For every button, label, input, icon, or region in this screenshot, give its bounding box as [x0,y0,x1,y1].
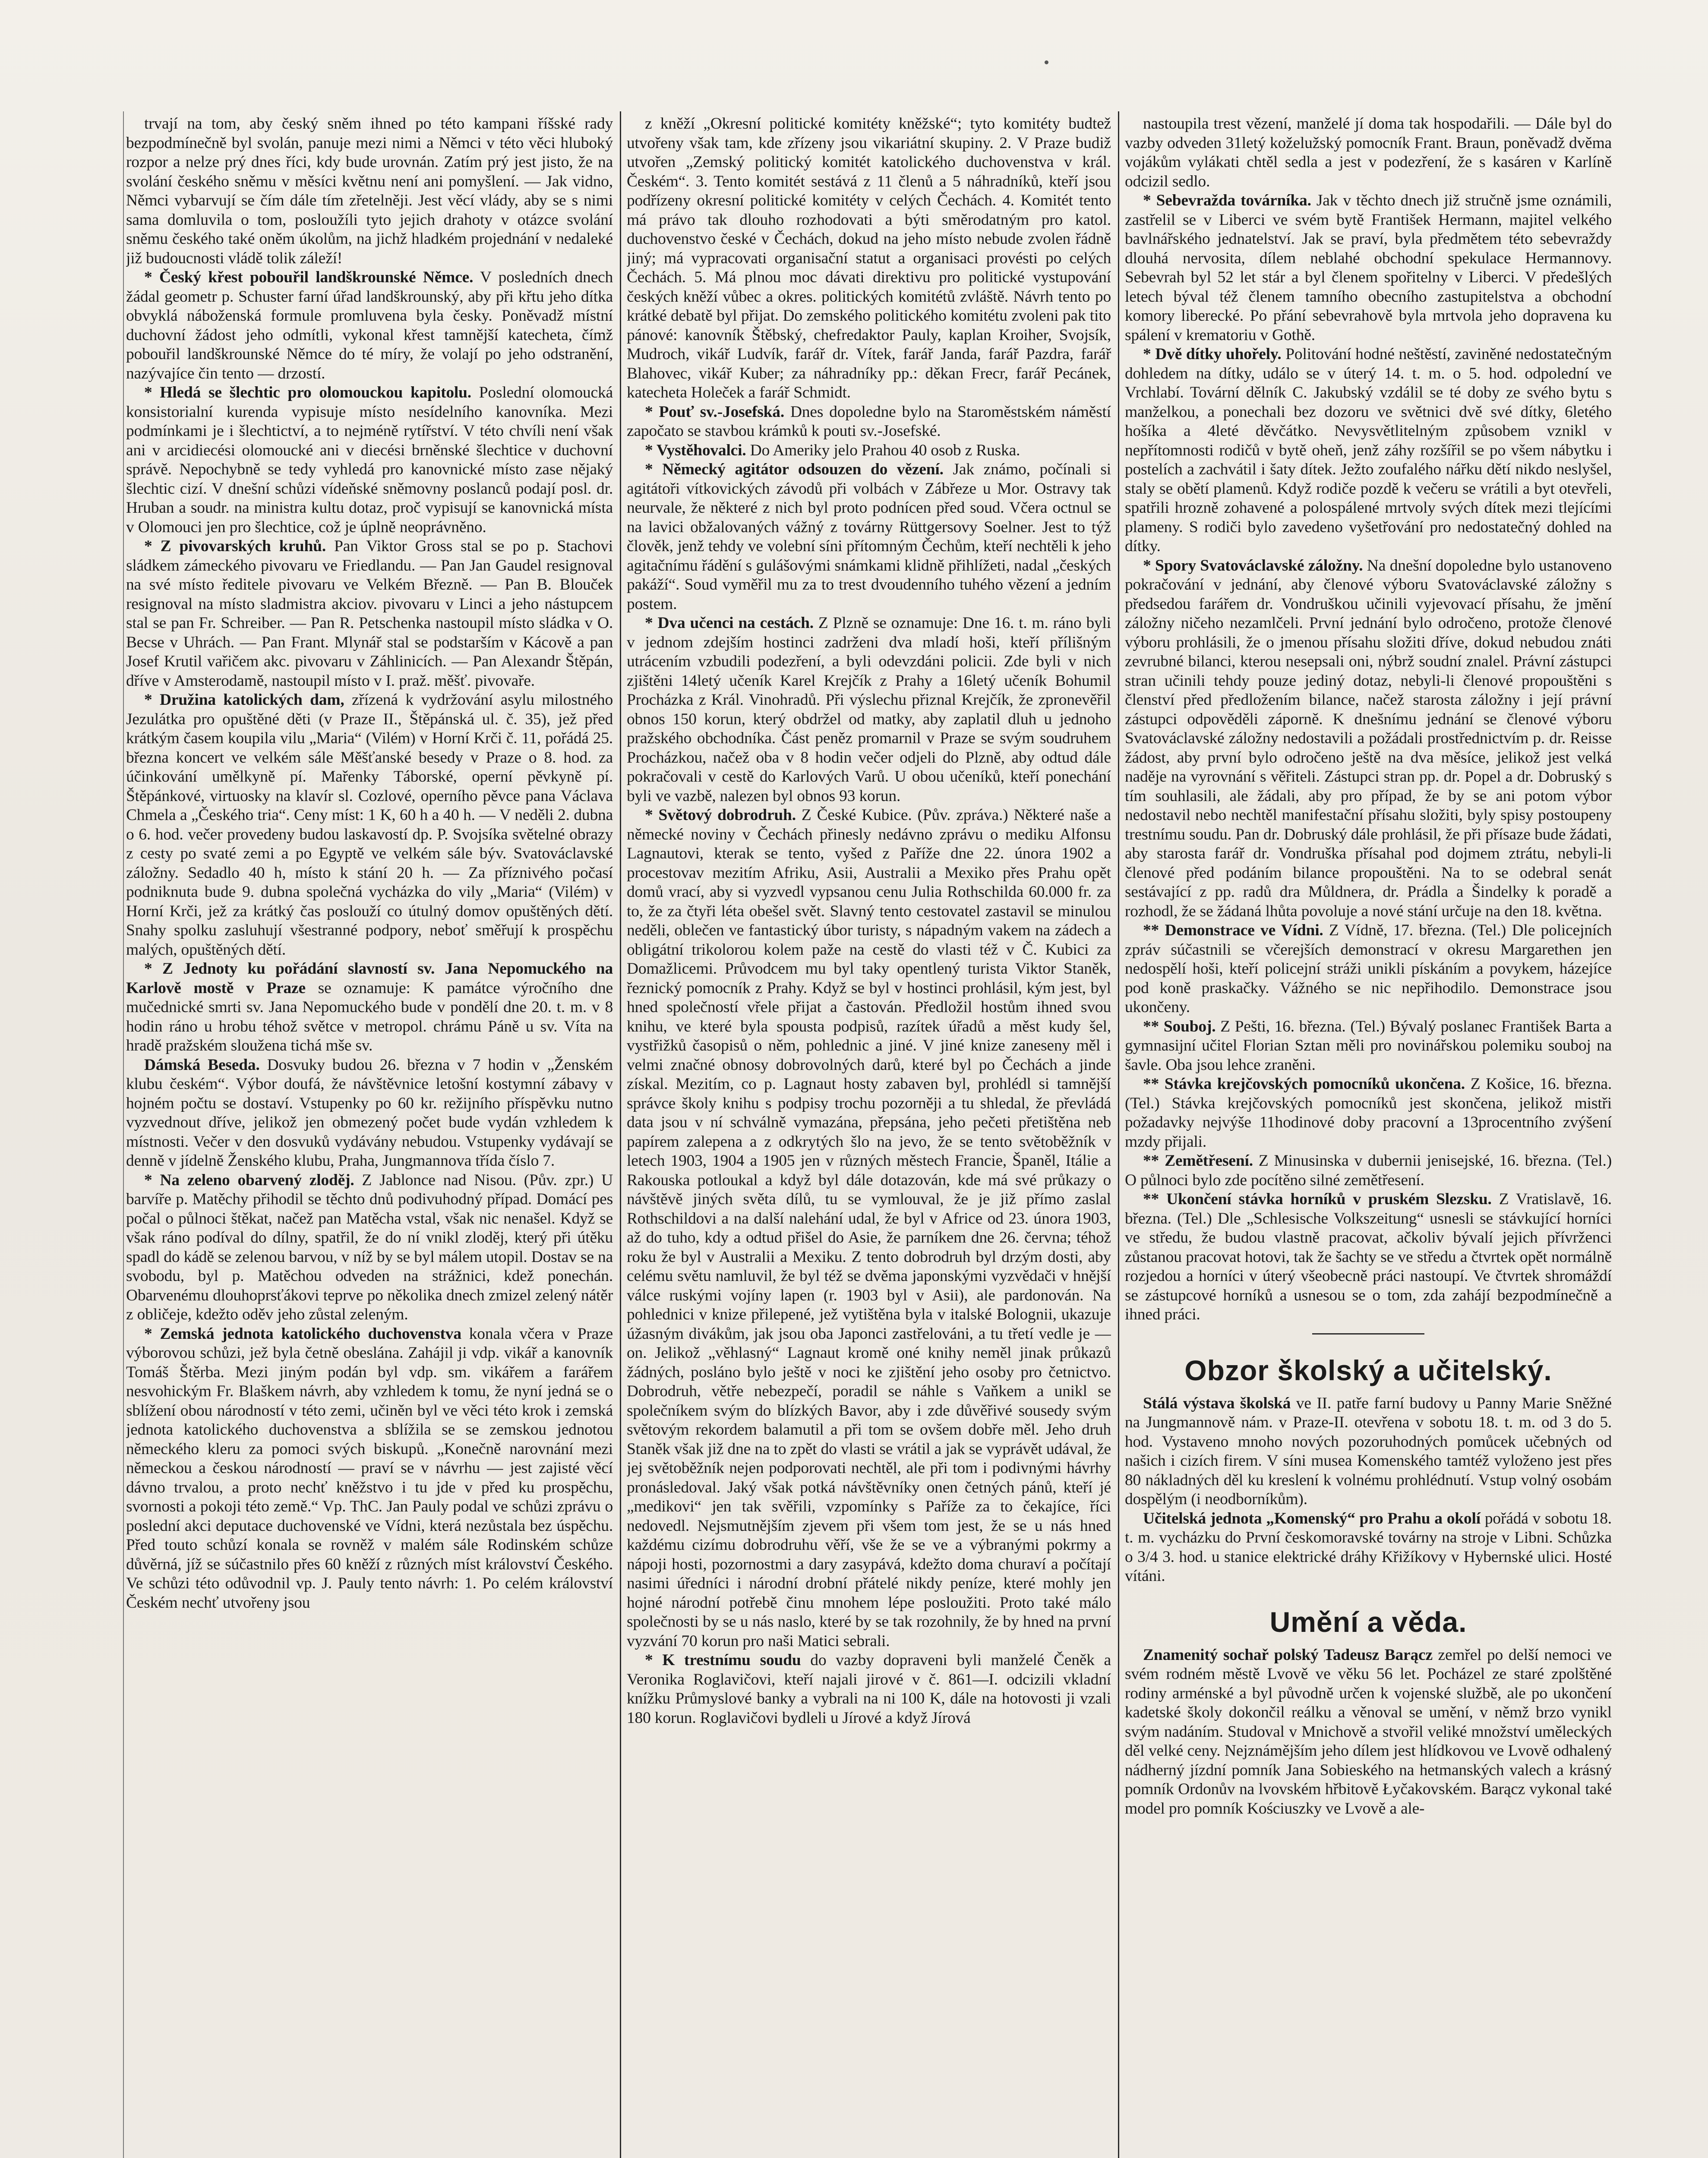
article-text: Z Vratislavě, 16. března. (Tel.) Dle „Schlesische Volkszeitung“ usnesli se stávkující horníci ve středu, že budou vlastně pracovat, ačkoliv bývalí jejich přívrženci zůstanou pracovat hotovi, tak že šachty se ve středu a čtvrtek opět normálně rozjedou a horníci v úterý všeobecně práci nastoupí. Ve čtvrtek shromáždí se zástupcové horníků a usnesou se o tom, zda zahájí bezpodmínečně a ihned práci. [1125,1190,1612,1323]
article-headline: * K trestnímu soudu [645,1651,801,1669]
article-text: pořádá v sobotu 18. t. m. vycházku do První českomoravské továrny na stroje v Libni. Schůzka o 3/4 3. hod. u stanice elektrické dráhy Křižíkovy v Hybernské ulici. Hosté vítáni. [1125,1509,1612,1585]
article-paragraph [1125,1509,1612,1586]
article-paragraph [627,806,1111,1651]
section-heading: Umění a věda. [1269,1606,1467,1638]
article-headline: * Hledá se šlechtic pro olomouckou kapitolu. [144,384,471,401]
article-text: ve II. patře farní budovy u Panny Marie Sněžné na Jungmannově nám. v Praze-II. otevřena v sobotu 18. t. m. od 3 do 5. hod. Vystaveno mnoho nových pozoruhodných pomůcek učebných od našich i cizích firem. V síni musea Komenského tamtéž vyloženo jest přes 80 nákladných děl ku kreslení k volnému prohlédnutí. Vstup volný osobám dospělým (i neodborníkům). [1125,1394,1612,1508]
column-rule-2 [1118,111,1119,2158]
article-paragraph [1125,1017,1612,1075]
article-text: Na dnešní dopoledne bylo ustanoveno pokračování v jednání, aby členové výboru Svatováclavské záložny s předsedou farářem dr. Vondruškou učinili vyjevovací přísahu, že jmění záložny ničeho nezamlčeli. První jednání bylo odročeno, protože členové výboru prohlásili, že o jmenou přísahu složiti dříve, dokud nebudou znáti zevrubné bilanci, kterou nesepsali oni, nýbrž soudní znalel. Právní zástupci stran učinili tehdy pouze jediný dotaz, nebyli-li členové propouštěni s členství před předložením bilance, načež starosta záložny i její právní zástupci odpověděli záporně. K dnešnímu jednání se členové výboru Svatováclavské záložny nedostavili a požádali prostřednictvím p. dr. Reisse žádost, aby první bylo odročeno ještě na dva měsíce, jelikož jest velká naděje na vyrovnání s věřiteli. Zástupci stran pp. dr. Popel a dr. Dobruský s tím souhlasili, ale žádali, aby pro případ, že by se ani potom výbor nedostavil nebo nechtěl manifestační přísahu složiti, byly spisy postoupeny trestnímu soudu. Pan dr. Dobruský dále prohlásil, že při přísaze bude žádati, aby starosta farář dr. Vondruška přísahal pod dojmem ztrátu, nebyli-li členové před podáním bilance propouštěni. Na to se odebral senát sestávající z pp. radů dra Můldnera, dr. Prádla a Šindelky k poradě a rozhodl, že se žádaná lhůta povoluje a nové stání určuje na den 18. května. [1125,556,1612,920]
article-headline: ** Stávka krejčovských pomocníků ukončena. [1143,1075,1465,1093]
article-paragraph [627,614,1111,806]
article-headline: Znamenitý sochař polský Tadeusz Barącz [1143,1646,1433,1664]
article-paragraph [1125,345,1612,556]
article-headline: * Sebevražda továrníka. [1143,192,1311,209]
article-paragraph [1125,1394,1612,1509]
column-1 [126,114,613,2158]
article-text: Z Minusinska v dubernii jenisejské, 16. března. (Tel.) O půlnoci bylo zde pocítěno silné zemětřesení. [1125,1152,1612,1189]
article-paragraph [126,1171,613,1325]
article-text: Z České Kubice. (Pův. zpráva.) Některé naše a německé noviny v Čechách přinesly nedávno zprávu o mediku Alfonsu Lagnautovi, kterak se tento, vyšed z Paříže dne 22. února 1902 a procestovav mezitím Afriku, Asii, Australii a Mexiko přes Prahu opět domů vrací, aby si vyzvedl vypsanou cenu Julia Rothschilda 60.000 fr. za to, že za čtyři léta obešel svět. Slavný tento cestovatel zastavil se minulou neděli, oblečen ve fantastický úbor turisty, s nápadným vakem na zádech a obligátní trikolorou kolem paže na cestě do vlasti též v Č. Kubici za Domažlicemi. Průvodcem mu byl taky opentlený turista Viktor Staněk, řeznický pomocník z Prahy. Když se byl v hostinci prohlásil, kým jest, byl hned společností vřele přijat a častován. Předložil hostům ihned svou knihu, ve které byla spousta podpisů, razítek úřadů a měst kudy šel, vystřižků časopisů o něm, pohlednic a jiné. V jiné knize zaneseny měl i velmi značné obnosy dobrovolných darů, které byl po Čechách a jinde získal. Mezitím, co p. Lagnaut hosty zabaven byl, prohlédl si tamnější správce školy knihu s podpisy trochu pozorněji a tu shledal, že převládá data jsou v ní schválně vymazána, přepsána, jeho pečeti přetištěna neb papírem zalepena a z odkrytých šlo na jevo, že se tento světoběžník v letech 1903, 1904 a 1905 jen v různých městech Francie, Španěl, Itálie a Rakouska potloukal a když byl dále dotazován, kde má své průkazy o návštěvě jiných světa dílů, tu se vymlouval, že je již přímo zaslal Rothschildovi a na další nalehání udal, že byl v Africe od 23. února 1903, až do tuho, kdy a odtud přišel do Asie, že parníkem dne 26. června; téhož roku že byl v Australii a Mexiku. Z tento dobrodruh byl drzým dosti, aby celému světu namluvil, že byl též se dvěma japonskými vyzvědači v hnější válce ruskými vojíny lapen (r. 1903 byl v Asii), ale pardonován. Na pohlednici v knize přilepené, jež vytištěna byla v italské Bolognii, ukazuje úžasným divákům, jak jsou oba Japonci zastřelováni, a tu třetí vedle je — on. Jelikož „věhlasný“ Lagnaut kromě oné knihy neměl jinak průkazů žádných, posláno bylo ještě v noci ke zjištění jeho osoby pro četnictvo. Dobrodruh, větře nebezpečí, poradil se náhle s Vaňkem a unikl se společníkem svým do blízkých Bavor, aby i zde důvěřivé sousedy svým světovým rekordem balamutil a při tom se ovšem dobře měl. Jeho druh Staněk však již dne na to zpět do vlasti se vrátil a jak se vyprávět udával, že jej světoběžník nejen podporovati nechtěl, ale při tom i podivnými hávrhy pronásledoval. Jaký však potká návštěvníky onen četných pánů, kteří jé „medikovi“ jen tak svěřili, vzpomínky s Paříže za to čekajíce, říci nedovedl. Nejsmutnějším zjevem při všem tom jest, že se u nás hned každému cizímu dobrodruhu věří, vše že se ve a výbranými pokrmy a nápoji hosti, pozornostmi a dary zasypává, kdežto doma churaví a počítají nasimi úředníci i národní drobní přátelé nikdy peníze, které mohly jen hojné národní potřebě činu mnohem lépe posloužiti. Proto také málo společnosti by se u nás naslo, které by se tak rozohnily, že by hned na první vyzvání 70 korun pro naši Matici sebrali. [627,806,1111,1650]
article-paragraph [627,441,1111,461]
article-headline: * Světový dobrodruh. [645,806,796,824]
article-text: z kněží „Okresní politické komitéty kněžské“; tyto komitéty budtež utvořeny však tam, kde zřízeny jsou vikariátní skupiny. 2. V Praze budiž utvořen „Zemský politický komitét katolického duchovenstva v král. Českém“. 3. Tento komitét sestává z 11 členů a 5 náhradníků, kteří jsou podřízeny okresní politické komitéty v celých Čechách. 4. Komitét tento má právo tak dlouho rozhodovati a býti směrodatným pro katol. duchovenstvo české v Čechách, dokud na jeho místo nebude zvolen řádně jiný; má vypracovati organisační statut a organisaci provésti po celých Čechách. 5. Má plnou moc dávati direktivu pro politické vystupování českých kněží vůbec a okres. politických komitétů zvláště. Návrh tento po krátké debatě byl přijat. Do zemského politického komitétu zvoleni pak tito pánové: kanovník Štěbský, chefredaktor Pauly, kaplan Kroiher, Svojsík, Mudroch, vikář Ludvík, farář dr. Vítek, farář Janda, farář Pazdra, farář Blahovec, vikář Kuber; za náhradníky pp.: děkan Frecr, farář Pecánek, katecheta Holeček a farář Schmidt. [627,115,1111,401]
article-paragraph [1125,1190,1612,1325]
article-headline: * Dva učenci na cestách. [645,614,814,632]
article-paragraph [126,959,613,1056]
article-headline: * Pouť sv.-Josefská. [645,403,785,421]
article-paragraph [1125,114,1612,191]
article-text: V posledních dnech žádal geometr p. Schuster farní úřad landškrounský, aby při křtu jeho dítka obvyklá náboženská formule promluvena byla česky. Poněvadž místní duchovní žádost jeho odmítli, vykonal křest tamnější katecheta, čímž pobouřil landškrounské Němce do té míry, že volají po jeho odstranění, nazývajíce čin tento — drzostí. [126,268,613,382]
article-paragraph [126,268,613,383]
article-headline: * Zemská jednota katolického duchovenstva [144,1325,461,1343]
article-text: se oznamuje: K památce výročního dne mučednické smrti sv. Jana Nepomuckého bude v pondělí dne 20. t. m. v 8 hodin ráno u hrobu téhož světce v metropol. chrámu Páně u sv. Víta na hradě pražském sloužena tichá mše sv. [126,979,613,1054]
article-text: Z Košice, 16. března. (Tel.) Stávka krejčovských pomocníků jest skončena, jelikož mistři požadavky nejvýše 11hodinové doby pracovní a 13procentního zvýšení mzdy přijali. [1125,1075,1612,1151]
article-paragraph [627,403,1111,441]
article-headline: Dámská Beseda. [144,1056,260,1074]
article-paragraph [627,1651,1111,1728]
article-paragraph [627,114,1111,403]
article-headline: Stálá výstava školská [1143,1394,1291,1412]
left-margin-rule [123,111,124,2158]
article-text: Politování hodné neštěstí, zaviněné nedostatečným dohledem na dítky, událo se v úterý 14. t. m. o 5. hod. odpolední ve Vrchlabí. Tovární dělník C. Jakubský vzdálil se té doby ze svého bytu s manželkou, a ponechali bez dozoru ve světnici dvě své dítky, 6letého hošíka a 4leté děvčátko. Nevysvětlitelným způsobem vznikl v nepřítomnosti rodičů v bytě oheň, jenž záhy rozšířil se po všem nábytku i postelích a zachvátil i šaty dítek. Ježto zoufalého nářku dětí nikdo neslyšel, staly se obětí plamenů. Když rodiče pozdě k večeru se vrátili a byt otevřeli, spatřili hrozně zohavené a polospálené mrtvoly svých dítek mezi tlejícími plameny. S rodiči bylo zavedeno vyšetřování pro nedostatečný dohled na dítky. [1125,345,1612,555]
article-text: zemřel po delší nemoci ve svém rodném městě Lvově ve věku 56 let. Pocházel ze staré zpolštěné rodiny arménské a byl původně určen k vojenské službě, ale po ukončení kadetské školy dokončil reálku a věnoval se umění, v němž brzo vynikl svým nadáním. Studoval v Mnichově a stvořil veliké množství uměleckých děl velké ceny. Nejznámějším jeho dílem jest hlídkovou ve Lvově odhalený nádherný jízdní pomník Jana Sobieského na hetmanských valech a krásný pomník Ordonův na lvovském hřbitově Łyčakovském. Barącz vykonal také model pro pomník Kościuszky ve Lvově a ale- [1125,1646,1612,1817]
article-text: Pan Viktor Gross stal se po p. Stachovi sládkem zámeckého pivovaru ve Friedlandu. — Pan Jan Gaudel resignoval na své místo ředitele pivovaru ve Velkém Březně. — Pan B. Blouček resignoval na místo sladmistra akciov. pivovaru v Linci a jeho nástupcem stal se pan Fr. Schreiber. — Pan R. Petschenka nastoupil místo sládka v O. Becse v Uhrách. — Pan Frant. Mlynář stal se podstarším v Kácově a pan Josef Krutil vařičem akc. pivovaru v Záhlinicích. — Pan Alexandr Štěpán, dříve v Amsterodamě, nastoupil místo v I. praž. měšť. pivovaře. [126,537,613,690]
section-divider [1312,1333,1424,1335]
article-paragraph [1125,191,1612,345]
article-text: Dnes dopoledne bylo na Staroměstském náměstí započato se stavbou krámků k pouti sv.-Josefské. [627,403,1111,440]
article-headline: * Z pivovarských kruhů. [144,537,326,555]
article-text: nastoupila trest vězení, manželé jí doma tak hospodařili. — Dále byl do vazby odveden 31letý koželužský pomocník Frant. Braun, poněvadž dvěma vojákům vylákati chtěl sedla a jest v podezření, že s kasáren v Karlíně odcizil sedlo. [1125,115,1612,190]
article-headline: * Český křest pobouřil landškrounské Němce. [144,268,474,286]
article-paragraph [1125,921,1612,1017]
article-headline: * Německý agitátor odsouzen do vězení. [645,461,944,478]
article-text: do vazby dopraveni byli manželé Čeněk a Veronika Roglavičovi, kteří najali jirové v č. 861—I. odcizili vkladní knížku Průmyslové banky a vybrali na ni 100 K, dále na hotovosti ji vzali 180 korun. Roglavičovi bydleli u Jírové a když Jírová [627,1651,1111,1727]
article-paragraph [1125,1646,1612,1819]
article-headline: * Z Jednoty ku pořádání slavností sv. Jana Nepomuckého na Karlově mostě v Praze [126,960,613,997]
article-headline: * Na zeleno obarvený zloděj. [144,1171,354,1189]
article-paragraph [126,1056,613,1171]
article-text: konala včera v Praze výborovou schůzi, jež byla četně obeslána. Zahájil ji vdp. vikář a kanovník Tomáš Štěrba. Mezi jiným podán byl vdp. sm. vikářem a farářem nesvohickým Fr. Blaškem návrh, aby vzhledem k tomu, že nyní jedná se o sblížení obou národností v této zemi, učiněn byl ve věci této krok i zemská jednota katolického duchovenstva a sblížila se se zemskou jednotou německého kleru za pomoci svých biskupů. „Konečně narovnání mezi německou a českou národností — praví se v návrhu — jest zajisté věcí dávno trvalou, a proto nechť kněžstvo i tu jde v před ku prospěchu, svornosti a pokoji této země.“ Vp. ThC. Jan Pauly podal ve schůzi zprávu o poslední akci deputace duchovenské ve Vídni, která nezůstala bez úspěchu. Před touto schůzí konala se rovněž v malém sále Rodinském schůze důvěrná, jíž se súčastnilo přes 60 kněží z různých míst království Českého. Ve schůzi této odůvodnil vp. J. Pauly tento návrh: 1. Po celém království Českém nechť utvořeny jsou [126,1325,613,1612]
article-headline: Učitelská jednota „Komenský“ pro Prahu a okolí [1143,1509,1481,1527]
article-paragraph [1125,1075,1612,1152]
article-paragraph [126,383,613,537]
column-2 [627,114,1111,2158]
article-headline: ** Souboj. [1143,1017,1216,1035]
article-paragraph [126,1325,613,1613]
article-text: Z Vídně, 17. března. (Tel.) Dle policejních zpráv súčastnili se včerejších demonstrací v okresu Margarethen jen nedospělí hoši, kteří policejní stráži unikli pískáním a povykem, házejíce pod koně praskačky. Vážného se nic nepřihodilo. Demonstrace jsou ukončeny. [1125,921,1612,1016]
article-paragraph [126,114,613,268]
article-text: Jak známo, počínali si agitátoři vítkovických závodů při volbách v Zábřeze u Mor. Ostravy tak neurvale, že některé z nich byl proto podnícen před soud. Včera octnul se na lavici obžalovaných vážný z továrny Rüttgersovy Soelner. Jest to týž člověk, jenž tehdy ve volební síni přítomným Čechům, kteří nechtěli k jeho agitačnímu řádění s gulášovými snámkami klidně přihlížeti, nadal „českých pakáží“. Soud vyměřil mu za to trest dvoudenního tuhého vězení a jedním postem. [627,461,1111,613]
column-3 [1125,114,1612,2158]
column-rule-1 [620,111,621,2158]
article-text: Jak v těchto dnech již stručně jsme oznámili, zastřelil se v Liberci ve svém bytě František Hermann, majitel velkého bavlnářského jednatelství. Jak se praví, byla předmětem této sebevraždy dlouhá nervosita, dílem neblahé obchodní spekulace Hermannovy. Sebevrah byl 52 let stár a byl členem spořitelny v Liberci. V předešlých letech býval též členem tamního obecního zastupitelstva a obchodní komory liberecké. Po přání sebevrahově byla mrtvola jeho dopravena ku spálení v krematoriu v Gothě. [1125,192,1612,344]
article-text: zřízená k vydržování asylu milostného Jezulátka pro opuštěné děti (v Praze II., Štěpánská ul. č. 35), jež před krátkým časem koupila vilu „Maria“ (Vilém) v Horní Krči č. 11, pořádá 25. března koncert ve velkém sále Měšťanské besedy v Praze o 8. hod. za účinkování umělkyně pí. Mařenky Táborské, operní pěvkyně pí. Štěpánkové, virtuosky na klavír sl. Cozlové, operního pěvce pana Václava Chmela a „Českého tria“. Ceny míst: 1 K, 60 h a 40 h. — V neděli 2. dubna o 6. hod. večer provedeny budou laskavostí dp. P. Svojsíka světelné obrazy z cesty po svaté zemi a po Egyptě ve velkém sále býv. Svatováclavské záložny. Sedadlo 40 h, místo k stání 20 h. — Za příznivého počasí podniknuta bude 9. dubna společná vycházka do vily „Maria“ (Vilém) v Horní Krči, jež za krátký čas poslouží co útulný domov opuštěných dětí. Snahy spolku zasluhují všestranné podpory, neboť směřují k prospěchu malých, opuštěných dětí. [126,691,613,959]
article-text: Poslední olomoucká konsistorialní kurenda vypisuje místo nesídelního kanovníka. Mezi podmínkami je i šlechtictví, a to nejméně rytířství. V této chvíli není však ani v arcidiecési olomoucké ani v diecési brněnské šlechtice v duchovní správě. Nepochybně se tedy vyhledá pro kanovnické místo zase nějaký šlechtic cizí. V dnešní schůzi vídeňské sněmovny poslanců podají posl. dr. Hruban a soudr. na ministra kultu dotaz, proč vypisují se kanovnická místa v Olomouci jen pro šlechtice, což je úplně neoprávněno. [126,384,613,536]
article-paragraph [1125,556,1612,921]
article-text: Dosvuky budou 26. března v 7 hodin v „Ženském klubu českém“. Výbor doufá, že návštěvnice letošní kostymní zábavy v hojném počtu se dostaví. Vstupenky po 60 kr. režijního příspěvku nutno vyzvednout dříve, jelikož jen obmezený počet bude vydán vzhledem k místnosti. Večer v den dosvuků vydávány nebudou. Vstupenky vydávají se denně v jídelně Ženského klubu, Praha, Jungmannova třída číslo 7. [126,1056,613,1170]
article-headline: ** Demonstrace ve Vídni. [1143,921,1323,939]
article-paragraph [126,691,613,959]
section-heading: Obzor školský a učitelský. [1184,1354,1552,1386]
article-text: Z Pešti, 16. března. (Tel.) Bývalý poslanec František Barta a gymnasijní učitel Florian Sztan měli pro novinářskou polemiku souboj na šavle. Oba jsou lehce zraněni. [1125,1017,1612,1074]
article-headline: ** Ukončení stávka horníků v pruském Slezsku. [1143,1190,1492,1208]
article-headline: * Vystěhovalci. [645,441,746,459]
article-text: Z Jablonce nad Nisou. (Pův. zpr.) U barvíře p. Matěchy přihodil se těchto dnů podivuhodný případ. Domácí pes počal o půlnoci štěkat, načež pan Matěcha vstal, však nic nenašel. Když se však ráno podíval do dílny, spatřil, že do ní vnikl zloděj, který při útěku spadl do kádě se zelenou barvou, v níž by se byl málem utopil. Dostav se na svobodu, byl p. Matěchou odveden na strážnici, kdež ponechán. Obarvenému dlouhoprsťákovi teprve po několika dnech zmizel zelený nátěr z obličeje, kdežto oděv jeho zůstal zeleným. [126,1171,613,1323]
article-headline: ** Zemětřesení. [1143,1152,1253,1170]
article-headline: * Dvě dítky uhořely. [1143,345,1282,363]
article-text: trvají na tom, aby český sněm ihned po této kampani říšské rady bezpodmínečně byl svolán, panuje mezi nimi a Němci v této věci hluboký rozpor a nelze prý dnes říci, kdy bude urovnán. Zatím prý jest jisto, že na svolání českého sněmu v měsíci květnu není ani pomyšlení. — Jak vidno, Němci vybarvují se čím dále tím zřetelněji. Jest věcí vlády, aby se s nimi sama domluvila o tom, posloužíli tyto jejich drahoty v otázce svolání sněmu českého také oněm úkolům, na jichž hladkém projednání v nedaleké již budoucnosti vládě tolik záleží! [126,115,613,267]
article-text: Do Ameriky jelo Prahou 40 osob z Ruska. [750,441,1020,459]
print-speck [1045,60,1048,64]
article-paragraph [126,537,613,691]
article-headline: * Spory Svatováclavské záložny. [1143,556,1363,574]
article-headline: * Družina katolických dam, [144,691,344,709]
article-paragraph [627,460,1111,614]
article-paragraph [1125,1152,1612,1190]
article-text: Z Plzně se oznamuje: Dne 16. t. m. ráno byli v jednom zdejším hostinci zadrženi dva mladí hoši, kteří přílišným utrácením vzbudili podezření, a byli odevzdáni policii. Zde byli v nich zjištěni 14letý učeník Karel Krejčík z Prahy a 16letý učeník Bohumil Procházka z Král. Vinohradů. Při výslechu přiznal Krejčík, že zpronevěřil obnos 150 korun, který obdržel od matky, aby zaplatil dluh u jednoho pražského obchodníka. Část peněz promarnil v Praze se svým soudruhem Procházkou, načež oba v 8 hodin večer odjeli do Plzně, aby odtud dále pokračovali v cestě do Karlových Varů. U obou učeníků, kteří ponechání byli ve vazbě, nalezen byl obnos 93 korun. [627,614,1111,805]
